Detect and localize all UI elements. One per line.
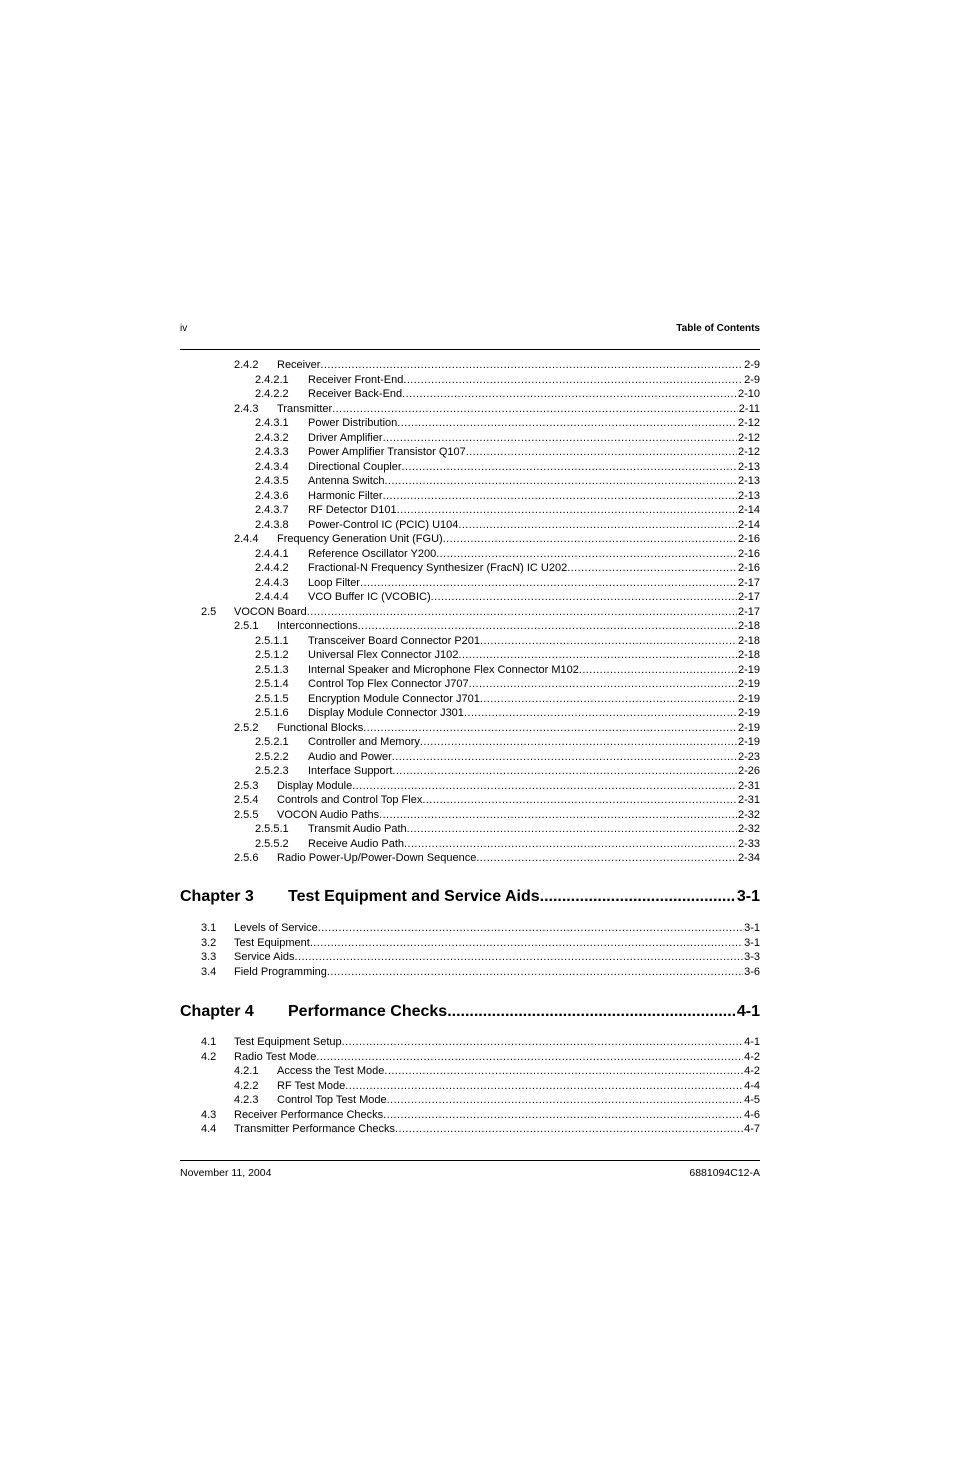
chapter-4-entries — [180, 1035, 760, 1137]
toc-entry[interactable] — [180, 445, 760, 460]
leader-dots — [352, 779, 737, 794]
entry-page: 2-12 — [737, 431, 760, 444]
toc-entry[interactable] — [180, 851, 760, 866]
entry-number: 2.4.3.5 — [255, 475, 289, 487]
running-title: Table of Contents — [676, 323, 760, 334]
entry-page: 2-31 — [737, 794, 760, 806]
leader-dots — [332, 402, 738, 417]
entry-page: 2-18 — [737, 620, 760, 632]
toc-entry[interactable] — [180, 750, 760, 765]
entry-page: 2-13 — [737, 489, 760, 502]
chapter-title: Performance Checks — [288, 1003, 448, 1020]
entry-page: 2-17 — [737, 576, 760, 589]
toc-entry[interactable] — [180, 663, 760, 678]
toc-entry[interactable] — [180, 764, 760, 779]
footer-doc-number: 6881094C12-A — [689, 1167, 760, 1179]
entry-page: 2-19 — [737, 678, 760, 690]
entry-title: Radio Power-Up/Power-Down Sequence — [277, 852, 477, 864]
entry-page: 2-10 — [737, 388, 760, 400]
leader-dots — [384, 1064, 743, 1079]
entry-title: Test Equipment Setup — [234, 1036, 342, 1048]
entry-title: Receiver Front-End — [308, 373, 404, 386]
entry-number: 2.5.2 — [234, 721, 259, 734]
entry-page: 2-17 — [737, 591, 760, 603]
entry-page: 2-12 — [737, 417, 760, 429]
toc-entry[interactable] — [180, 605, 760, 620]
leader-dots — [358, 619, 737, 634]
entry-title: Receiver Performance Checks — [234, 1108, 384, 1121]
leader-dots — [567, 561, 737, 576]
toc-entry[interactable] — [180, 1093, 760, 1108]
entry-number: 3.1 — [201, 922, 217, 934]
toc-entry[interactable] — [180, 677, 760, 692]
leader-dots — [310, 936, 743, 951]
entry-number: 2.4.3.4 — [255, 460, 289, 473]
entry-title: Interface Support — [308, 765, 393, 777]
entry-number: 2.4.3.6 — [255, 489, 289, 502]
entry-page: 4-6 — [744, 1108, 760, 1121]
entry-title: Receiver — [277, 359, 321, 371]
entry-title: Access the Test Mode — [277, 1065, 385, 1077]
entry-number: 2.4.4 — [234, 533, 259, 545]
entry-title: Fractional-N Frequency Synthesizer (FracN) IC U202 — [308, 562, 568, 574]
entry-number: 2.4.3.1 — [255, 417, 289, 429]
entry-page: 2-9 — [744, 359, 760, 371]
entry-title: Harmonic Filter — [308, 489, 383, 502]
leader-dots — [476, 851, 737, 866]
toc-entry[interactable] — [180, 590, 760, 605]
leader-dots — [407, 822, 737, 837]
entry-title: Interconnections — [277, 620, 358, 632]
toc-entry[interactable] — [180, 950, 760, 965]
entry-title: Radio Test Mode — [234, 1050, 317, 1063]
toc-entry[interactable] — [180, 1050, 760, 1065]
entry-page: 2-13 — [737, 475, 760, 487]
toc-entry[interactable] — [180, 965, 760, 980]
entry-number: 2.5.2.2 — [255, 750, 289, 763]
entry-title: Internal Speaker and Microphone Flex Connector M102 — [308, 663, 579, 676]
leader-dots — [316, 1050, 743, 1065]
entry-page: 2-19 — [737, 663, 760, 676]
leader-dots — [443, 532, 737, 547]
entry-page: 3-6 — [744, 965, 760, 978]
leader-dots — [466, 445, 737, 460]
entry-title: Power Amplifier Transistor Q107 — [308, 446, 466, 458]
chapter-page: 3-1 — [736, 888, 760, 905]
entry-number: 2.4.4.1 — [255, 547, 289, 560]
toc-entry[interactable] — [180, 648, 760, 663]
entry-title: Antenna Switch — [308, 475, 385, 487]
toc-entry[interactable] — [180, 1035, 760, 1050]
entry-title: Loop Filter — [308, 576, 360, 589]
entry-page: 2-23 — [737, 750, 760, 763]
leader-dots — [436, 547, 737, 562]
entry-number: 2.4.3.3 — [255, 446, 289, 458]
entry-page: 2-19 — [737, 736, 760, 748]
chapter-4-heading[interactable] — [180, 1001, 760, 1023]
entry-number: 4.2.3 — [234, 1094, 259, 1106]
entry-title: Functional Blocks — [277, 721, 364, 734]
leader-dots — [363, 721, 737, 736]
entry-title: Control Top Flex Connector J707 — [308, 678, 469, 690]
entry-page: 2-12 — [737, 446, 760, 458]
leader-dots — [480, 692, 737, 707]
entry-number: 2.5.1.5 — [255, 692, 289, 705]
entry-page: 2-18 — [737, 649, 760, 661]
leader-dots — [404, 837, 737, 852]
chapter-page: 4-1 — [736, 1003, 760, 1020]
leader-dots — [402, 460, 737, 475]
toc-continued-list — [180, 358, 760, 866]
entry-page: 4-1 — [744, 1036, 760, 1048]
toc-entry[interactable] — [180, 518, 760, 533]
toc-entry[interactable] — [180, 561, 760, 576]
entry-page: 2-19 — [737, 692, 760, 705]
entry-title: Display Module — [277, 779, 353, 792]
leader-dots — [480, 634, 737, 649]
entry-title: RF Test Mode — [277, 1079, 346, 1092]
entry-title: Controls and Control Top Flex — [277, 794, 423, 806]
entry-number: 2.5.1 — [234, 620, 259, 632]
entry-page: 2-11 — [738, 402, 760, 415]
toc-entry[interactable] — [180, 489, 760, 504]
toc-entry[interactable] — [180, 460, 760, 475]
toc-entry[interactable] — [180, 692, 760, 707]
leader-dots — [320, 358, 743, 373]
toc-entry[interactable] — [180, 634, 760, 649]
leader-dots — [469, 677, 737, 692]
leader-dots — [360, 576, 737, 591]
entry-number: 2.5.5 — [234, 808, 259, 821]
entry-number: 4.2.1 — [234, 1065, 259, 1077]
leader-dots — [422, 793, 737, 808]
chapter-label: Chapter 4 — [180, 1003, 254, 1020]
entry-page: 4-7 — [744, 1123, 760, 1135]
leader-dots — [420, 735, 737, 750]
entry-page: 2-33 — [737, 837, 760, 850]
entry-number: 2.4.2.1 — [255, 373, 289, 386]
leader-dots — [295, 950, 744, 965]
entry-number: 2.5.3 — [234, 779, 259, 792]
entry-page: 4-4 — [744, 1079, 760, 1092]
entry-title: Controller and Memory — [308, 736, 420, 748]
leader-dots — [579, 663, 737, 678]
entry-number: 2.5.2.1 — [255, 736, 289, 748]
entry-number: 2.4.3 — [234, 402, 259, 415]
toc-entry[interactable] — [180, 1064, 760, 1079]
leader-dots — [345, 1079, 743, 1094]
toc-entry[interactable] — [180, 779, 760, 794]
leader-dots — [384, 474, 737, 489]
entry-number: 4.4 — [201, 1123, 217, 1135]
entry-number: 2.5.1.3 — [255, 663, 289, 676]
entry-title: Power-Control IC (PCIC) U104 — [308, 518, 459, 531]
entry-number: 4.2 — [201, 1050, 217, 1063]
toc-entry[interactable] — [180, 373, 760, 388]
leader-dots — [447, 1001, 735, 1023]
entry-page: 2-19 — [737, 707, 760, 719]
toc-entry[interactable] — [180, 1108, 760, 1123]
entry-page: 2-26 — [737, 765, 760, 777]
toc-entry[interactable] — [180, 402, 760, 417]
leader-dots — [307, 605, 737, 620]
entry-title: VOCON Board — [234, 605, 307, 618]
leader-dots — [458, 648, 737, 663]
entry-page: 2-13 — [737, 460, 760, 473]
entry-page: 2-32 — [737, 823, 760, 835]
entry-page: 2-14 — [737, 504, 760, 516]
entry-page: 2-19 — [737, 721, 760, 734]
page-footer — [180, 1167, 760, 1181]
toc-entry[interactable] — [180, 532, 760, 547]
entry-number: 2.4.2 — [234, 359, 259, 371]
entry-number: 2.4.3.2 — [255, 431, 289, 444]
toc-entry[interactable] — [180, 547, 760, 562]
entry-page: 4-2 — [744, 1050, 760, 1063]
leader-dots — [397, 503, 737, 518]
entry-title: Frequency Generation Unit (FGU) — [277, 533, 443, 545]
toc-entry[interactable] — [180, 474, 760, 489]
entry-page: 3-3 — [744, 951, 760, 963]
toc-entry[interactable] — [180, 431, 760, 446]
toc-entry[interactable] — [180, 416, 760, 431]
toc-entry[interactable] — [180, 735, 760, 750]
entry-number: 4.3 — [201, 1108, 217, 1121]
entry-number: 2.4.3.7 — [255, 504, 289, 516]
toc-entry[interactable] — [180, 706, 760, 721]
toc-entry[interactable] — [180, 721, 760, 736]
toc-entry[interactable] — [180, 837, 760, 852]
toc-entry[interactable] — [180, 793, 760, 808]
entry-title: Control Top Test Mode — [277, 1094, 387, 1106]
leader-dots — [383, 431, 737, 446]
entry-number: 2.4.4.3 — [255, 576, 289, 589]
footer-date: November 11, 2004 — [180, 1167, 272, 1179]
page-header — [180, 323, 760, 337]
entry-title: Directional Coupler — [308, 460, 402, 473]
toc-entry[interactable] — [180, 387, 760, 402]
entry-number: 2.5.5.1 — [255, 823, 289, 835]
leader-dots — [383, 489, 737, 504]
chapter-3-entries — [180, 921, 760, 979]
toc-entry[interactable] — [180, 822, 760, 837]
entry-page: 4-2 — [744, 1065, 760, 1077]
entry-title: Test Equipment — [234, 936, 310, 949]
entry-title: Display Module Connector J301 — [308, 707, 464, 719]
entry-number: 2.4.4.4 — [255, 591, 289, 603]
entry-title: Reference Oscillator Y200 — [308, 547, 437, 560]
leader-dots — [403, 373, 743, 388]
entry-number: 3.2 — [201, 936, 217, 949]
entry-title: Receiver Back-End — [308, 388, 403, 400]
entry-page: 3-1 — [744, 922, 760, 934]
entry-page: 2-16 — [737, 533, 760, 545]
entry-number: 2.5.1.2 — [255, 649, 289, 661]
entry-page: 3-1 — [744, 936, 760, 949]
entry-number: 4.2.2 — [234, 1079, 259, 1092]
entry-number: 2.5.4 — [234, 794, 259, 806]
toc-entry[interactable] — [180, 503, 760, 518]
leader-dots — [395, 1122, 743, 1137]
entry-page: 2-16 — [737, 562, 760, 574]
entry-number: 2.4.4.2 — [255, 562, 289, 574]
entry-title: Power Distribution — [308, 417, 398, 429]
toc-entry[interactable] — [180, 358, 760, 373]
entry-number: 4.1 — [201, 1036, 217, 1048]
toc-entry[interactable] — [180, 936, 760, 951]
entry-number: 3.3 — [201, 951, 217, 963]
entry-number: 2.5 — [201, 605, 217, 618]
entry-page: 2-32 — [737, 808, 760, 821]
entry-number: 2.5.1.1 — [255, 634, 289, 647]
page-number: iv — [180, 323, 188, 334]
leader-dots — [383, 1108, 743, 1123]
leader-dots — [431, 590, 737, 605]
entry-title: Levels of Service — [234, 922, 318, 934]
chapter-3-heading[interactable] — [180, 886, 760, 908]
leader-dots — [464, 706, 737, 721]
entry-page: 2-18 — [737, 634, 760, 647]
toc-entry[interactable] — [180, 921, 760, 936]
entry-title: Audio and Power — [308, 750, 392, 763]
entry-title: RF Detector D101 — [308, 504, 397, 516]
entry-title: Receive Audio Path — [308, 837, 405, 850]
entry-title: Transceiver Board Connector P201 — [308, 634, 481, 647]
entry-number: 2.5.2.3 — [255, 765, 289, 777]
toc-entry[interactable] — [180, 576, 760, 591]
leader-dots — [327, 965, 743, 980]
entry-page: 2-31 — [737, 779, 760, 792]
chapter-title: Test Equipment and Service Aids — [288, 888, 540, 905]
toc-entry[interactable] — [180, 619, 760, 634]
chapter-label: Chapter 3 — [180, 888, 254, 905]
entry-page: 2-17 — [737, 605, 760, 618]
entry-number: 2.4.2.2 — [255, 388, 289, 400]
entry-title: Transmitter Performance Checks — [234, 1123, 395, 1135]
entry-title: VCO Buffer IC (VCOBIC) — [308, 591, 431, 603]
entry-title: Driver Amplifier — [308, 431, 383, 444]
entry-title: Transmit Audio Path — [308, 823, 407, 835]
leader-dots — [342, 1035, 743, 1050]
leader-dots — [392, 750, 737, 765]
entry-page: 2-34 — [737, 852, 760, 864]
toc-entry[interactable] — [180, 1122, 760, 1137]
entry-page: 2-16 — [737, 547, 760, 560]
header-rule — [180, 349, 760, 350]
leader-dots — [402, 387, 737, 402]
entry-title: Field Programming — [234, 965, 327, 978]
toc-entry[interactable] — [180, 808, 760, 823]
entry-page: 4-5 — [744, 1094, 760, 1106]
entry-page: 2-14 — [737, 518, 760, 531]
leader-dots — [540, 886, 735, 908]
entry-page: 2-9 — [744, 373, 760, 386]
entry-number: 2.5.5.2 — [255, 837, 289, 850]
entry-title: VOCON Audio Paths — [277, 808, 380, 821]
leader-dots — [458, 518, 737, 533]
leader-dots — [387, 1093, 743, 1108]
entry-number: 2.5.6 — [234, 852, 259, 864]
leader-dots — [379, 808, 737, 823]
entry-title: Transmitter — [277, 402, 333, 415]
entry-title: Encryption Module Connector J701 — [308, 692, 480, 705]
entry-title: Universal Flex Connector J102 — [308, 649, 459, 661]
entry-number: 2.4.3.8 — [255, 518, 289, 531]
toc-entry[interactable] — [180, 1079, 760, 1094]
leader-dots — [397, 416, 737, 431]
footer-rule — [180, 1160, 760, 1161]
leader-dots — [318, 921, 743, 936]
leader-dots — [392, 764, 737, 779]
entry-title: Service Aids — [234, 951, 295, 963]
entry-number: 2.5.1.4 — [255, 678, 289, 690]
entry-number: 2.5.1.6 — [255, 707, 289, 719]
entry-number: 3.4 — [201, 965, 217, 978]
